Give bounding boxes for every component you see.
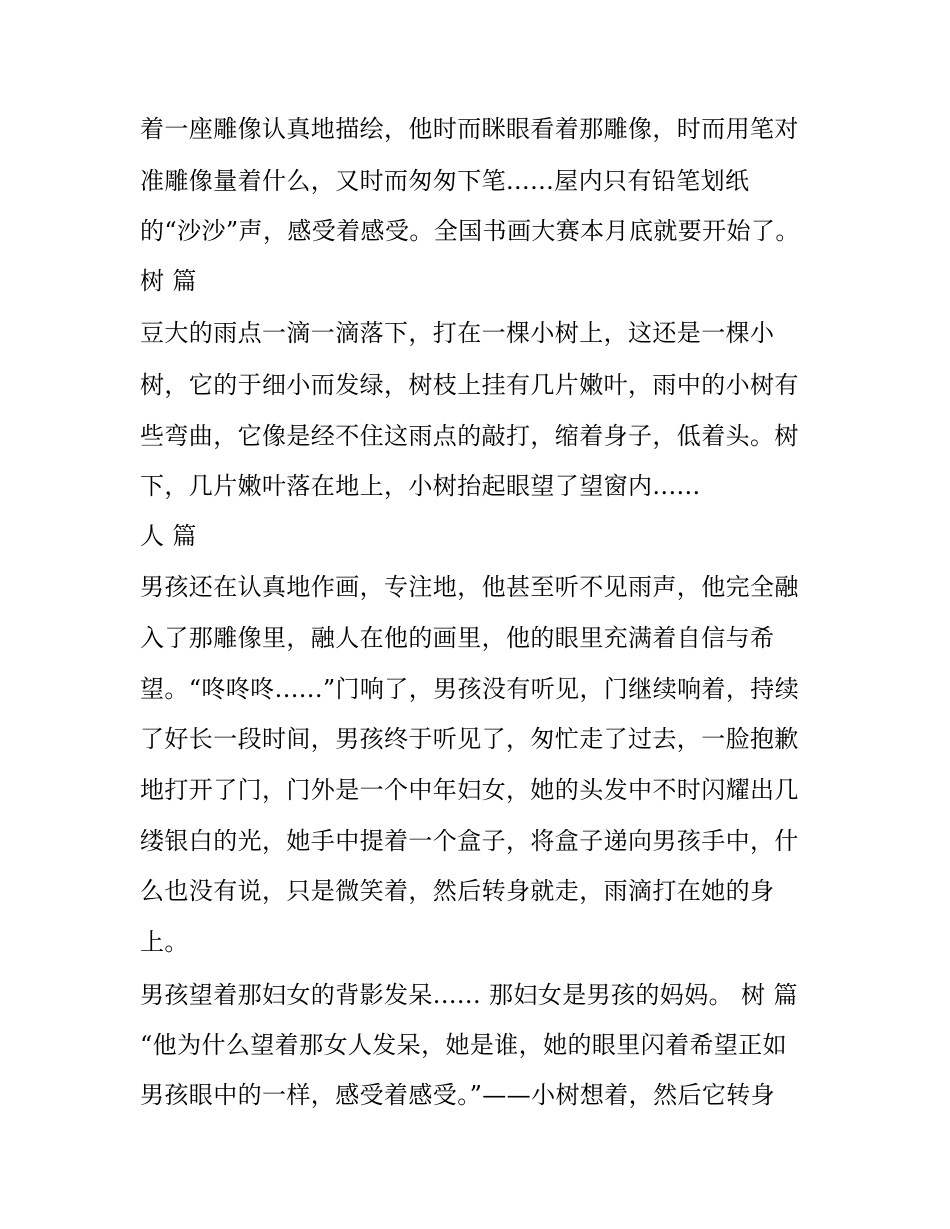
section-heading-person: 人 篇 [140,522,197,550]
paragraph-line: 男孩还在认真地作画，专注地，他甚至听不见雨声，他完全融 [140,573,799,601]
paragraph-line: 的“沙沙”声，感受着感受。全国书画大赛本月底就要开始了。 [140,217,800,245]
paragraph-line: 了好长一段时间，男孩终于听见了，匆忙走了过去，一脸抱歉 [140,725,799,753]
paragraph-line: 地打开了门，门外是一个中年妇女，她的头发中不时闪耀出几 [140,776,799,804]
paragraph-line: 着一座雕像认真地描绘，他时而眯眼看着那雕像，时而用笔对 [140,115,799,143]
paragraph-line: 上。 [140,928,189,956]
paragraph-line: 缕银白的光，她手中提着一个盒子，将盒子递向男孩手中，什 [140,827,799,855]
paragraph-line: “他为什么望着那女人发呆，她是谁，她的眼里闪着希望正如 [140,1031,788,1059]
paragraph-line: 男孩望着那妇女的背影发呆...... 那妇女是男孩的妈妈。 树 篇 [140,981,798,1009]
paragraph-line: 么也没有说，只是微笑着，然后转身就走，雨滴打在她的身 [140,877,775,905]
paragraph-line: 男孩眼中的一样，感受着感受。”——小树想着，然后它转身 [140,1081,776,1109]
paragraph-line: 树，它的于细小而发绿，树枝上挂有几片嫩叶，雨中的小树有 [140,371,799,399]
paragraph-line: 入了那雕像里，融人在他的画里，他的眼里充满着自信与希 [140,624,775,652]
paragraph-line: 下，几片嫩叶落在地上，小树抬起眼望了望窗内...... [140,472,701,500]
paragraph-line: 些弯曲，它像是经不住这雨点的敲打，缩着身子，低着头。树 [140,422,799,450]
section-heading-tree: 树 篇 [140,267,197,295]
paragraph-line: 望。“咚咚咚......”门响了，男孩没有听见，门继续响着，持续 [140,675,800,703]
paragraph-line: 准雕像量着什么，又时而匆匆下笔......屋内只有铅笔划纸 [140,167,750,195]
paragraph-line: 豆大的雨点一滴一滴落下，打在一棵小树上，这还是一棵小 [140,319,775,347]
